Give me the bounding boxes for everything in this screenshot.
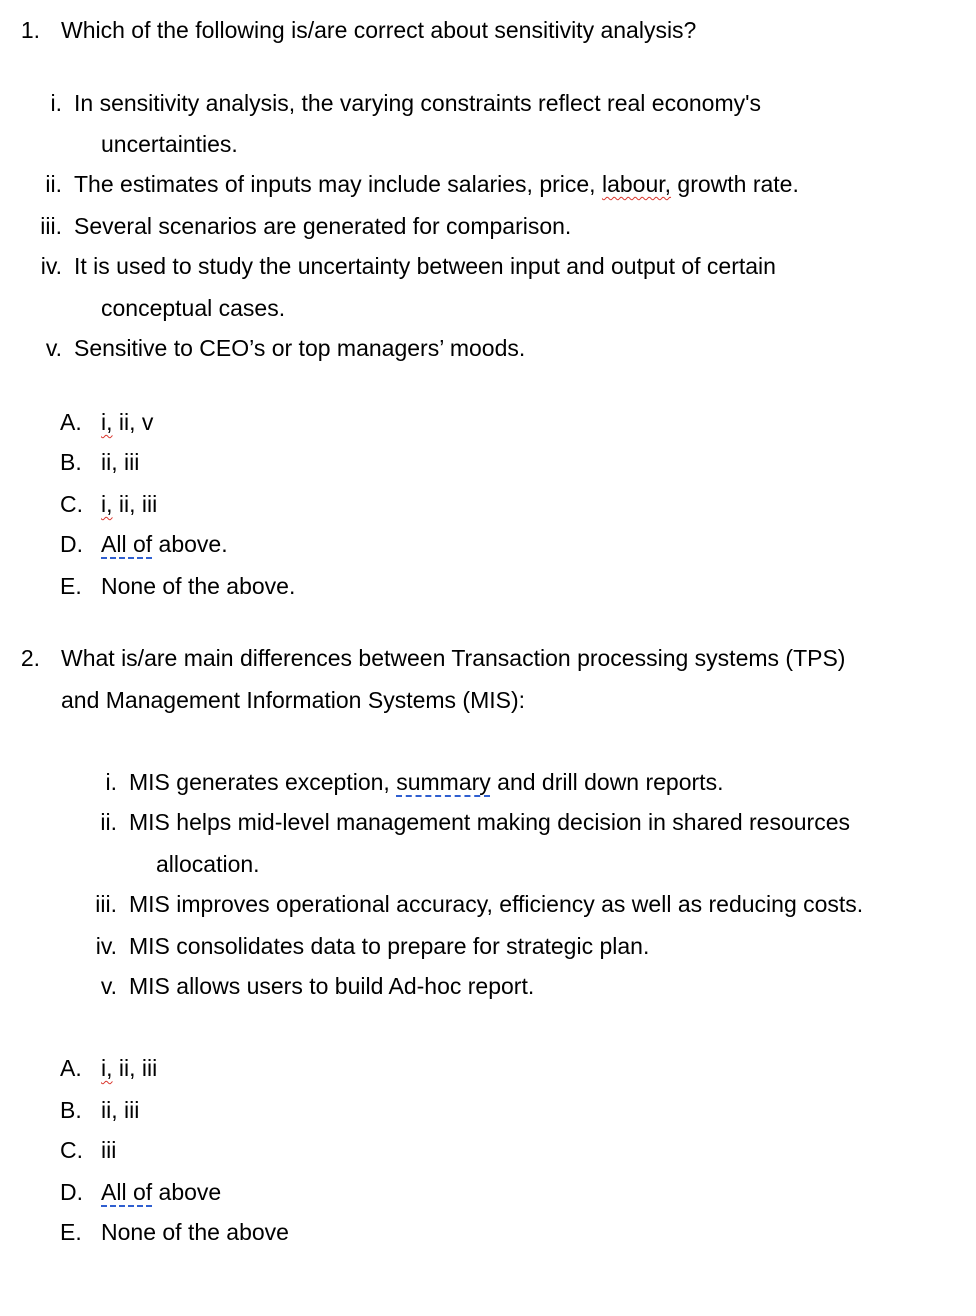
statement-text: Sensitive to CEO’s or top managers’ moods. — [74, 335, 526, 361]
option-letter: C. — [60, 1137, 83, 1163]
text-segment: MIS generates exception, — [129, 769, 397, 795]
option-letter: B. — [60, 1097, 82, 1123]
spelling-flagged-word[interactable]: i, — [101, 491, 113, 517]
question-text: Which of the following is/are correct about sensitivity analysis? — [61, 17, 697, 43]
grammar-flagged-phrase[interactable]: All of — [101, 1179, 153, 1205]
statement-text: Several scenarios are generated for comparison. — [74, 213, 572, 239]
statement-number: iii. — [95, 891, 117, 917]
option-text: ii, iii — [101, 449, 140, 475]
statement-number: i. — [50, 90, 62, 116]
statement-number: ii. — [45, 171, 62, 197]
text-segment: above — [152, 1179, 222, 1205]
statement-text: It is used to study the uncertainty between input and output of certain — [74, 253, 776, 279]
spelling-flagged-word[interactable]: i, — [101, 1055, 113, 1081]
option-text: iii — [101, 1137, 117, 1163]
question-number: 1. — [20, 17, 40, 43]
option-text — [101, 407, 153, 437]
option-text: None of the above. — [101, 573, 296, 599]
statement-text: MIS helps mid-level management making decision in shared resources — [129, 809, 851, 835]
option-letter: B. — [60, 449, 82, 475]
statement-text — [74, 169, 799, 199]
option-text — [101, 529, 228, 559]
text-segment: ii, iii — [112, 1055, 158, 1081]
spelling-flagged-word[interactable]: i, — [101, 409, 113, 435]
statement-number: iv. — [95, 933, 117, 959]
text-segment: ii, v — [112, 409, 154, 435]
text-segment: above. — [152, 531, 228, 557]
question-number: 2. — [20, 645, 40, 671]
question-text: and Management Information Systems (MIS): — [61, 687, 526, 713]
statement-text: allocation. — [156, 851, 260, 877]
spelling-flagged-word[interactable]: labour, — [601, 171, 672, 197]
option-letter: E. — [60, 1219, 82, 1245]
option-letter: A. — [60, 1055, 82, 1081]
statement-text: conceptual cases. — [101, 295, 286, 321]
statement-text: In sensitivity analysis, the varying constraints reflect real economy's — [74, 90, 762, 116]
option-text — [101, 1177, 221, 1207]
statement-number: iii. — [40, 213, 62, 239]
statement-text: MIS improves operational accuracy, efficiency as well as reducing costs. — [129, 891, 864, 917]
statement-number: v. — [45, 335, 62, 361]
statement-number: v. — [100, 973, 117, 999]
statement-number: ii. — [100, 809, 117, 835]
option-letter: E. — [60, 573, 82, 599]
option-letter: D. — [60, 1179, 83, 1205]
option-text — [101, 489, 157, 519]
question-text: What is/are main differences between Transaction processing systems (TPS) — [61, 645, 846, 671]
statement-number: iv. — [40, 253, 62, 279]
text-segment: The estimates of inputs may include salaries, price, — [74, 171, 602, 197]
statement-text: uncertainties. — [101, 131, 238, 157]
option-letter: A. — [60, 409, 82, 435]
grammar-flagged-phrase[interactable]: summary — [396, 769, 491, 795]
statement-text — [129, 767, 723, 797]
grammar-flagged-phrase[interactable]: All of — [101, 531, 153, 557]
text-segment: growth rate. — [671, 171, 799, 197]
option-text: None of the above — [101, 1219, 289, 1245]
statement-text: MIS allows users to build Ad-hoc report. — [129, 973, 535, 999]
text-segment: ii, iii — [112, 491, 158, 517]
statement-number: i. — [105, 769, 117, 795]
text-segment: and drill down reports. — [490, 769, 724, 795]
option-letter: D. — [60, 531, 83, 557]
statement-text: MIS consolidates data to prepare for strategic plan. — [129, 933, 650, 959]
option-letter: C. — [60, 491, 83, 517]
option-text: ii, iii — [101, 1097, 140, 1123]
option-text — [101, 1053, 157, 1083]
